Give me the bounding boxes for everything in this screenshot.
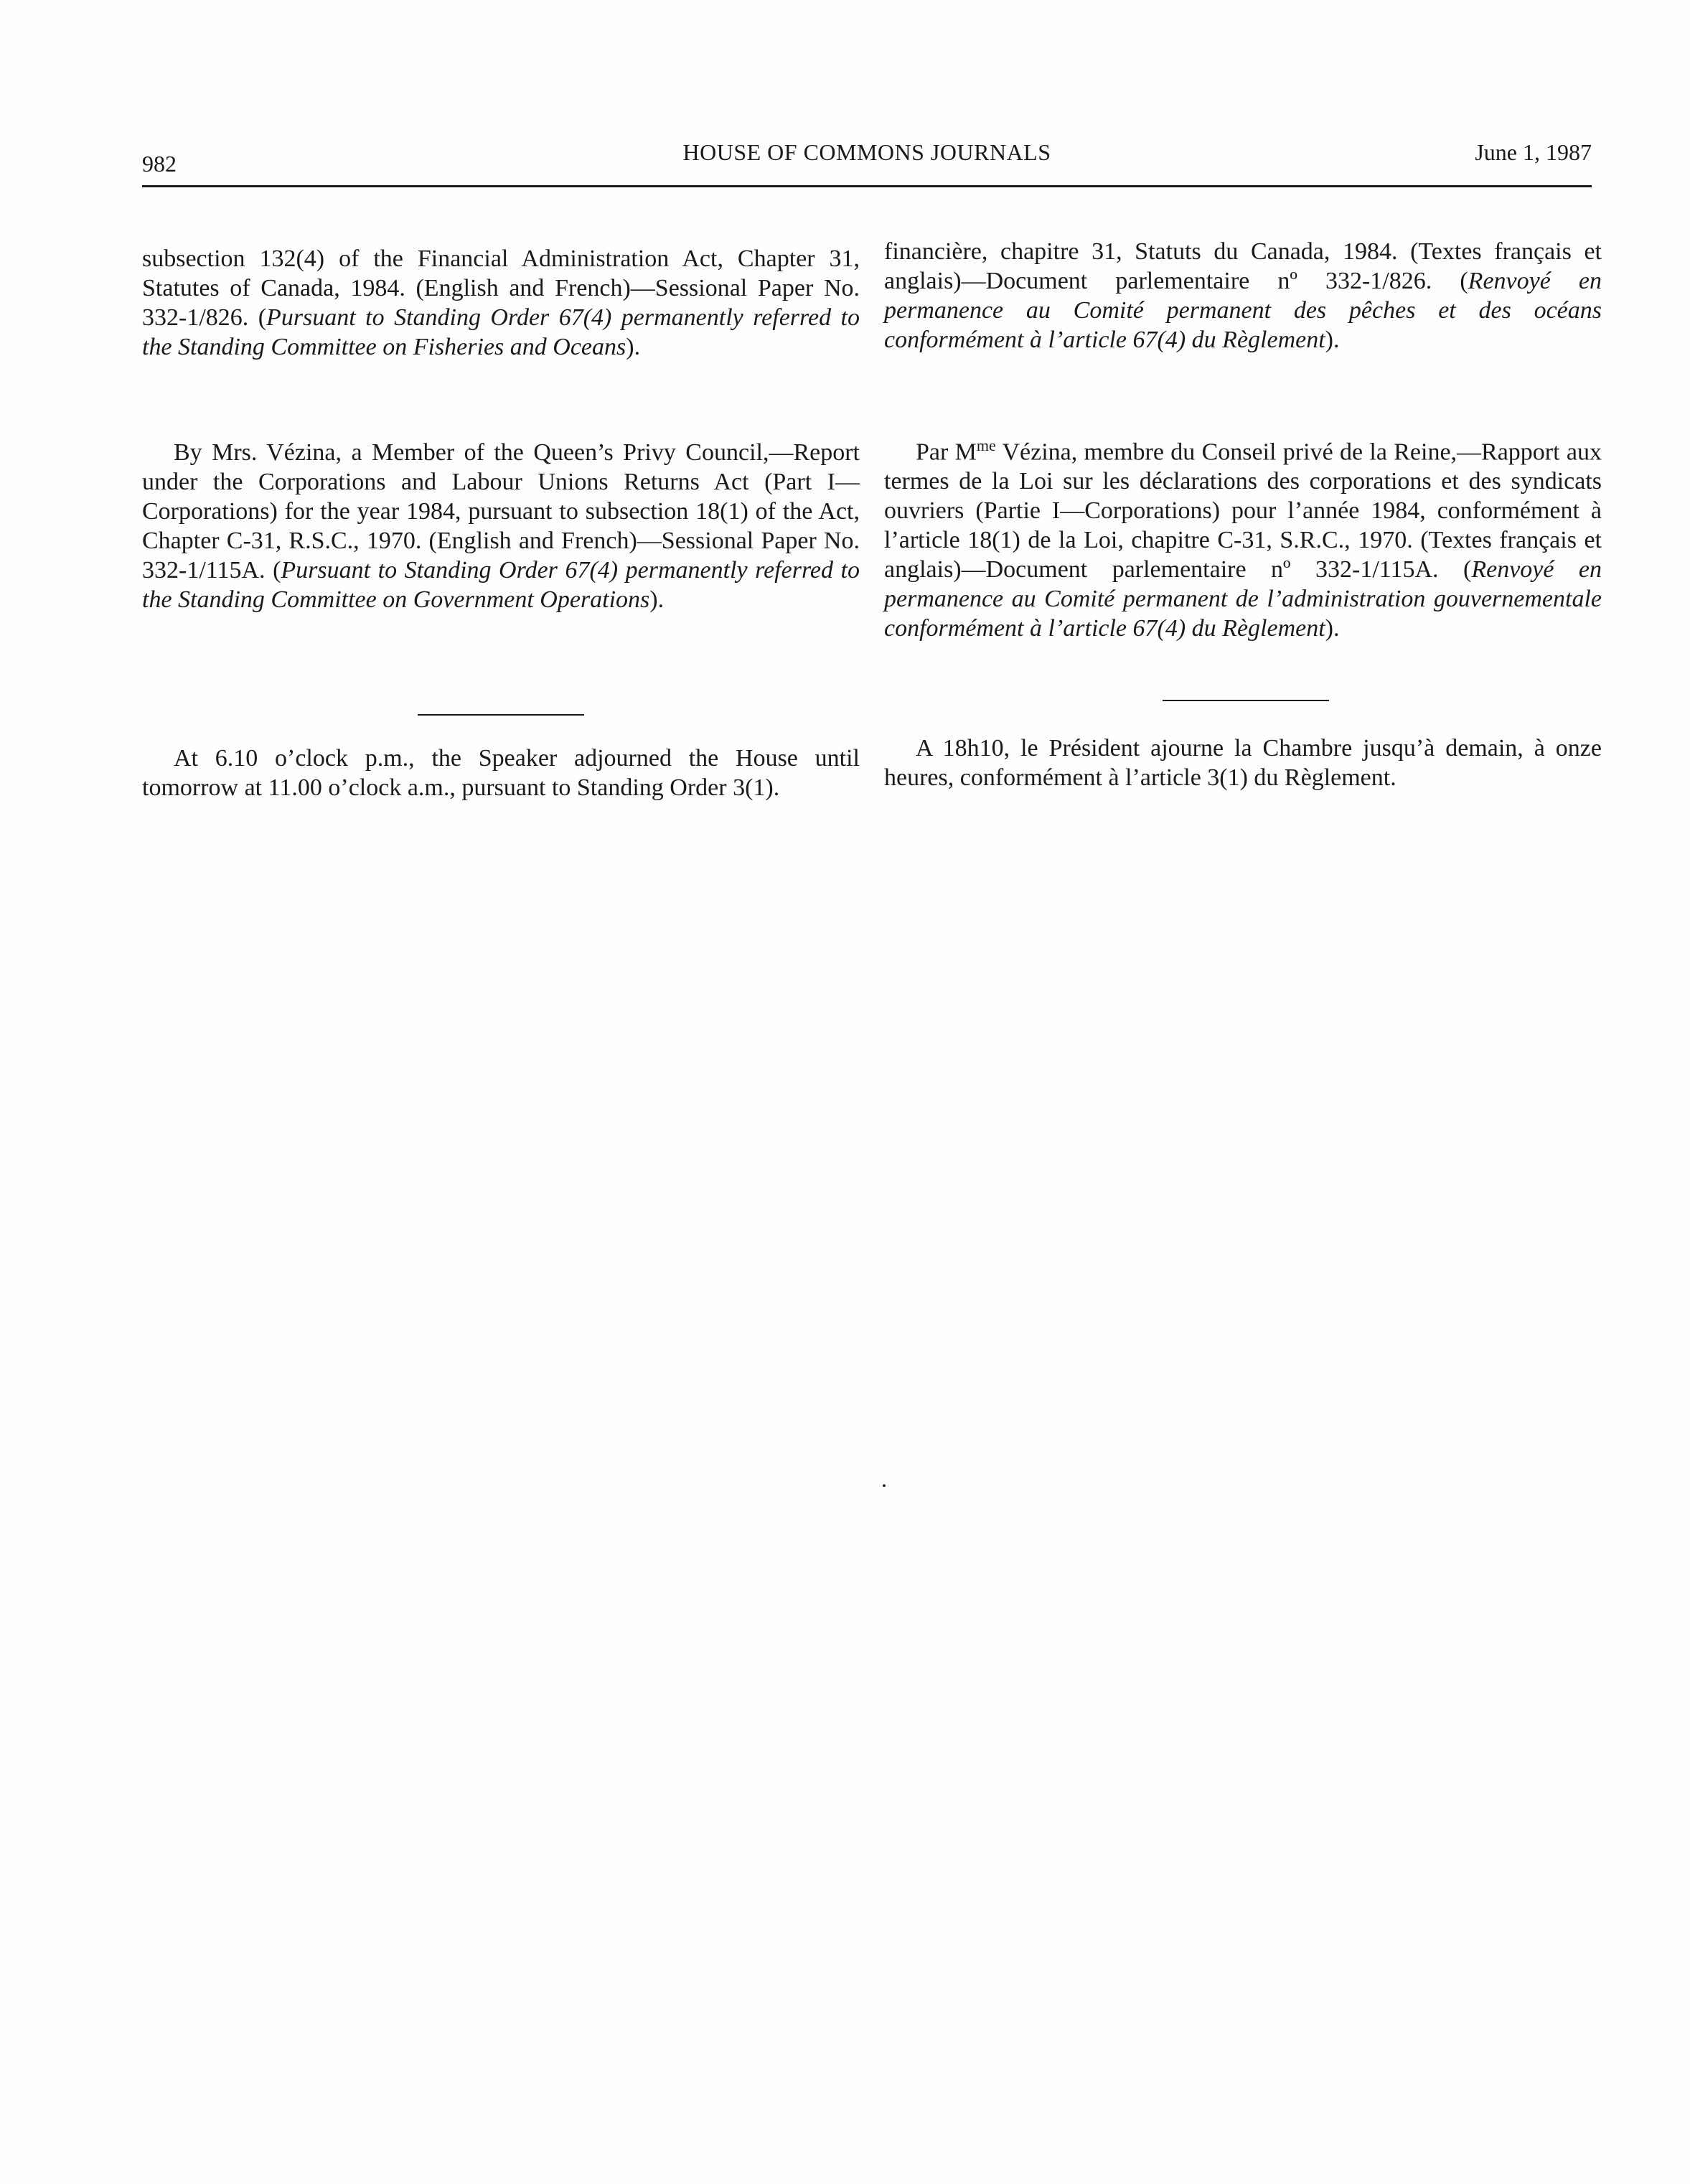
french-p2-end: ). [1325,615,1340,642]
english-paragraph-3 [142,744,860,802]
english-p2-italic: Pursuant to Standing Order 67(4) permanently referred to the Standing Committee on Government Operations [142,557,860,613]
french-paragraph-2 [884,431,1602,643]
french-p2-superscript: me [976,436,996,454]
english-paragraph-1 [142,244,860,362]
french-paragraph-1 [884,237,1602,355]
english-p2-end: ). [649,586,665,613]
french-separator [1163,700,1329,701]
journal-title: HOUSE OF COMMONS JOURNALS [682,139,1051,165]
english-p1-end: ). [626,334,641,360]
page-number: 982 [142,151,177,177]
french-p2-lead: Par M [916,439,977,466]
french-p1-end: ). [1325,327,1340,353]
english-p3-text: At 6.10 o’clock p.m., the Speaker adjourned the House until tomorrow at 11.00 o’clock a.m., pursuant to Standing Order 3(1). [142,745,860,801]
header-rule [142,185,1592,187]
english-paragraph-2 [142,438,860,614]
french-paragraph-3 [884,734,1602,792]
english-p1-text: subsection 132(4) of the Financial Administration Act, Chapter 31, Statutes of Canada, 1984. (English and French)—Sessional Paper No. 332-1/826. ( [142,245,860,331]
journal-date: June 1, 1987 [1475,139,1592,165]
print-speck [883,1484,886,1487]
french-p1-italic: Renvoyé en permanence au Comité permanent des pêches et des océans conformément à l’article 67(4) du Règlement [884,268,1602,353]
french-p3-text: A 18h10, le Président ajourne la Chambre jusqu’à demain, à onze heures, conformément à l’article 3(1) du Règlement. [884,735,1602,791]
english-separator [418,714,584,716]
french-p2-text: Vézina, membre du Conseil privé de la Reine,—Rapport aux termes de la Loi sur les déclarations des corporations et des syndicats ouvriers (Partie I—Corporations) pour l’année 1984, conformément à l’article 18(1) de la Loi, chapitre C-31, S.R.C., 1970. (Textes français et anglais)—Document parlementaire nº 332-1/115A. ( [884,439,1602,584]
english-p1-italic: Pursuant to Standing Order 67(4) permanently referred to the Standing Committee on Fisheries and Oceans [142,304,860,360]
page-header [142,138,1592,182]
french-p2-italic: Renvoyé en permanence au Comité permanent de l’administration gouvernementale conformément à l’article 67(4) du Règlement [884,556,1602,642]
french-p1-text: financière, chapitre 31, Statuts du Canada, 1984. (Textes français et anglais)—Document parlementaire nº 332-1/826. ( [884,238,1602,294]
english-p2-text: By Mrs. Vézina, a Member of the Queen’s Privy Council,—Report under the Corporations and Labour Unions Returns Act (Part I—Corporations) for the year 1984, pursuant to subsection 18(1) of the Act, Chapter C-31, R.S.C., 1970. (English and French)—Sessional Paper No. 332-1/115A. ( [142,439,860,584]
